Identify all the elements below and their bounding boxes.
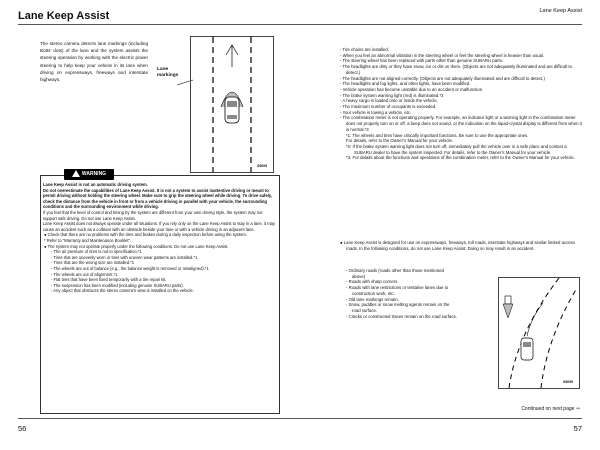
condition-item: - The headlights and fog lights, and other lights, have been modified.	[340, 81, 471, 87]
page-number-left: 56	[18, 424, 27, 433]
usage-note: ● Lane Keep Assist is designed for use on expressways, freeways, toll roads, interstate highways and similar limited access roads. In the following conditions, do not use Lane Keep Assist. Doing so may result in an accident.	[340, 240, 575, 251]
road-conditions-list	[346, 268, 458, 319]
continued-note: Continued on next page ⇒	[521, 406, 580, 412]
footnote: *3: For details about the functions and operations of the combination meter, refer to the Owner’s Manual for your vehicle.	[346, 155, 575, 161]
figure2-code: S6059	[563, 380, 574, 384]
warning-item: - Tires that are the wrong size are installed.*1	[51, 260, 135, 266]
curve-road-figure	[498, 277, 580, 389]
warning-bold-para: Do not overestimate the capabilities of Lane Keep Assist. It is not a system to assist inattentive driving or meant to permit driving without holding the steering wheel. Make sure to grip the steering wheel while driving. To drive safely, check the distance from the vehicle in front or from a vehicle driving in parallel with your vehicle, the surrounding conditions and the surrounding environment while driving.	[43, 187, 272, 210]
condition-item: - Your vehicle is towing a vehicle, etc.	[340, 109, 412, 115]
condition-item: - The brake system warning light (red) is illuminated.*2	[340, 92, 444, 98]
warning-para-2: Lane Keep Assist does not always operate under all situations. If you rely only on the Lane Keep Assist to stay in a lane, it may cause an accident such as a collision with an obstacle beside your lane or with a vehicle driving in an adjacent lane.	[43, 221, 276, 232]
intro-paragraph: The stereo camera detects lane markings (including Botts’ dots) of the lane and the system assists the steering operation by working with the electric power steering to help keep your vehicle in its lane when driving on expressways, freeways and interstate highways.	[40, 41, 148, 83]
warning-heading: WARNING	[64, 169, 114, 180]
page-title: Lane Keep Assist	[18, 10, 110, 22]
lane-car-diagram	[191, 37, 273, 172]
condition-item: - Vehicle operation has become unstable due to an accident or malfunction.	[340, 86, 484, 92]
warning-item: - The wheels are out of alignment.*1	[51, 271, 118, 277]
warning-para-1: If you feel that the level of control and timing by the system are different from your own driving style, the system may not support safe driving. Do not use Lane Keep Assist.	[43, 209, 263, 221]
footnote: *2: If the brake system warning light does not turn off, immediately pull the vehicle over in a safe place and contact a SUBARU dealer to have the system inspected. For details, refer to the Owner’s Manual for your vehicle.	[346, 143, 567, 155]
condition-item: - When you feel an abnormal vibration in the steering wheel or feel the steering wheel is heavier than usual.	[340, 52, 545, 58]
warning-item: - Any object that obstructs the stereo camera’s view is installed on the vehicle.	[51, 288, 194, 294]
warning-body	[43, 182, 275, 294]
warning-item: - The wheels are out of balance (e.g., the balance weight is removed or misaligned).*1	[51, 265, 209, 271]
condition-item: - The maximum number of occupants is exceeded.	[340, 104, 437, 110]
road-condition-item: - Snow, puddles or snow melting agents remain on the road surface.	[346, 302, 450, 313]
warning-ref-1: * Refer to “Warranty and Maintenance Booklet”.	[44, 237, 132, 243]
warning-item: - The suspension has been modified (including genuine SUBARU parts).	[51, 282, 184, 288]
running-head: Lane Keep Assist	[300, 8, 582, 25]
warning-item: - Flat tires that have been fixed temporarily with a tire repair kit.	[51, 277, 167, 283]
curved-lane-diagram	[499, 278, 579, 388]
condition-item: - The steering wheel has been replaced with parts other than genuine SUBARU parts.	[340, 58, 504, 64]
footnote: For details, refer to the Owner’s Manual for your vehicle.	[346, 138, 454, 144]
continued-conditions-list	[340, 47, 582, 161]
warning-bold-intro: Lane Keep Assist is not an automatic driving system.	[43, 182, 148, 187]
lane-illustration-figure	[190, 36, 274, 173]
condition-item: - The headlights are not aligned correctly. (Objects are not adequately illuminated and are difficult to detect.)	[340, 75, 545, 81]
figure1-code: S6009	[257, 164, 268, 168]
title-divider	[18, 24, 300, 25]
lane-markings-label: Lane markings	[157, 67, 179, 78]
road-condition-item: - Old lane markings remain.	[346, 296, 399, 302]
footer-rule-left	[18, 418, 300, 419]
page-number-right: 57	[573, 424, 582, 433]
condition-item: - The combination meter is not operating properly. For example, an indicator light or a warning light in the combination meter does not properly turn on or off, a beep does not sound, or the indication on the liquid-crystal display is different from when it is normal.*3	[340, 115, 582, 132]
road-condition-item: - Roads with sharp corners	[346, 279, 398, 285]
warning-bullet-1: ● Check that there are no problems with the tires and brakes during a daily inspection before using the system.	[44, 232, 247, 238]
warning-triangle-icon	[72, 170, 80, 177]
footnote: *1: The wheels and tires have critically important functions. Be sure to use the appropriate ones.	[346, 132, 529, 138]
warning-bullet-2: ● The system may not operate properly under the following conditions. Do not use Lane Keep Assist.	[44, 243, 229, 249]
warning-item: - The air pressure of tires is not to specification.*1	[51, 249, 142, 255]
condition-item: - A heavy cargo is loaded onto or inside the vehicle.	[340, 98, 438, 104]
footer-rule-right	[300, 418, 582, 419]
warning-item: - Tires that are unevenly worn or tires with uneven wear patterns are installed.*1	[51, 254, 198, 260]
road-condition-item: - Ordinary roads (roads other than those mentioned above)	[346, 268, 444, 279]
road-condition-item: - Roads with lane restrictions or tentative lanes due to construction work, etc.	[346, 285, 449, 296]
road-condition-item: - Cracks or constructed traces remain on the road surface.	[346, 313, 458, 319]
condition-item: - Tire chains are installed.	[340, 47, 389, 52]
condition-item: - The headlights are dirty or they have snow, ice or dirt on them. (Objects are not adequately illuminated and are difficult to detect.)	[340, 64, 573, 75]
